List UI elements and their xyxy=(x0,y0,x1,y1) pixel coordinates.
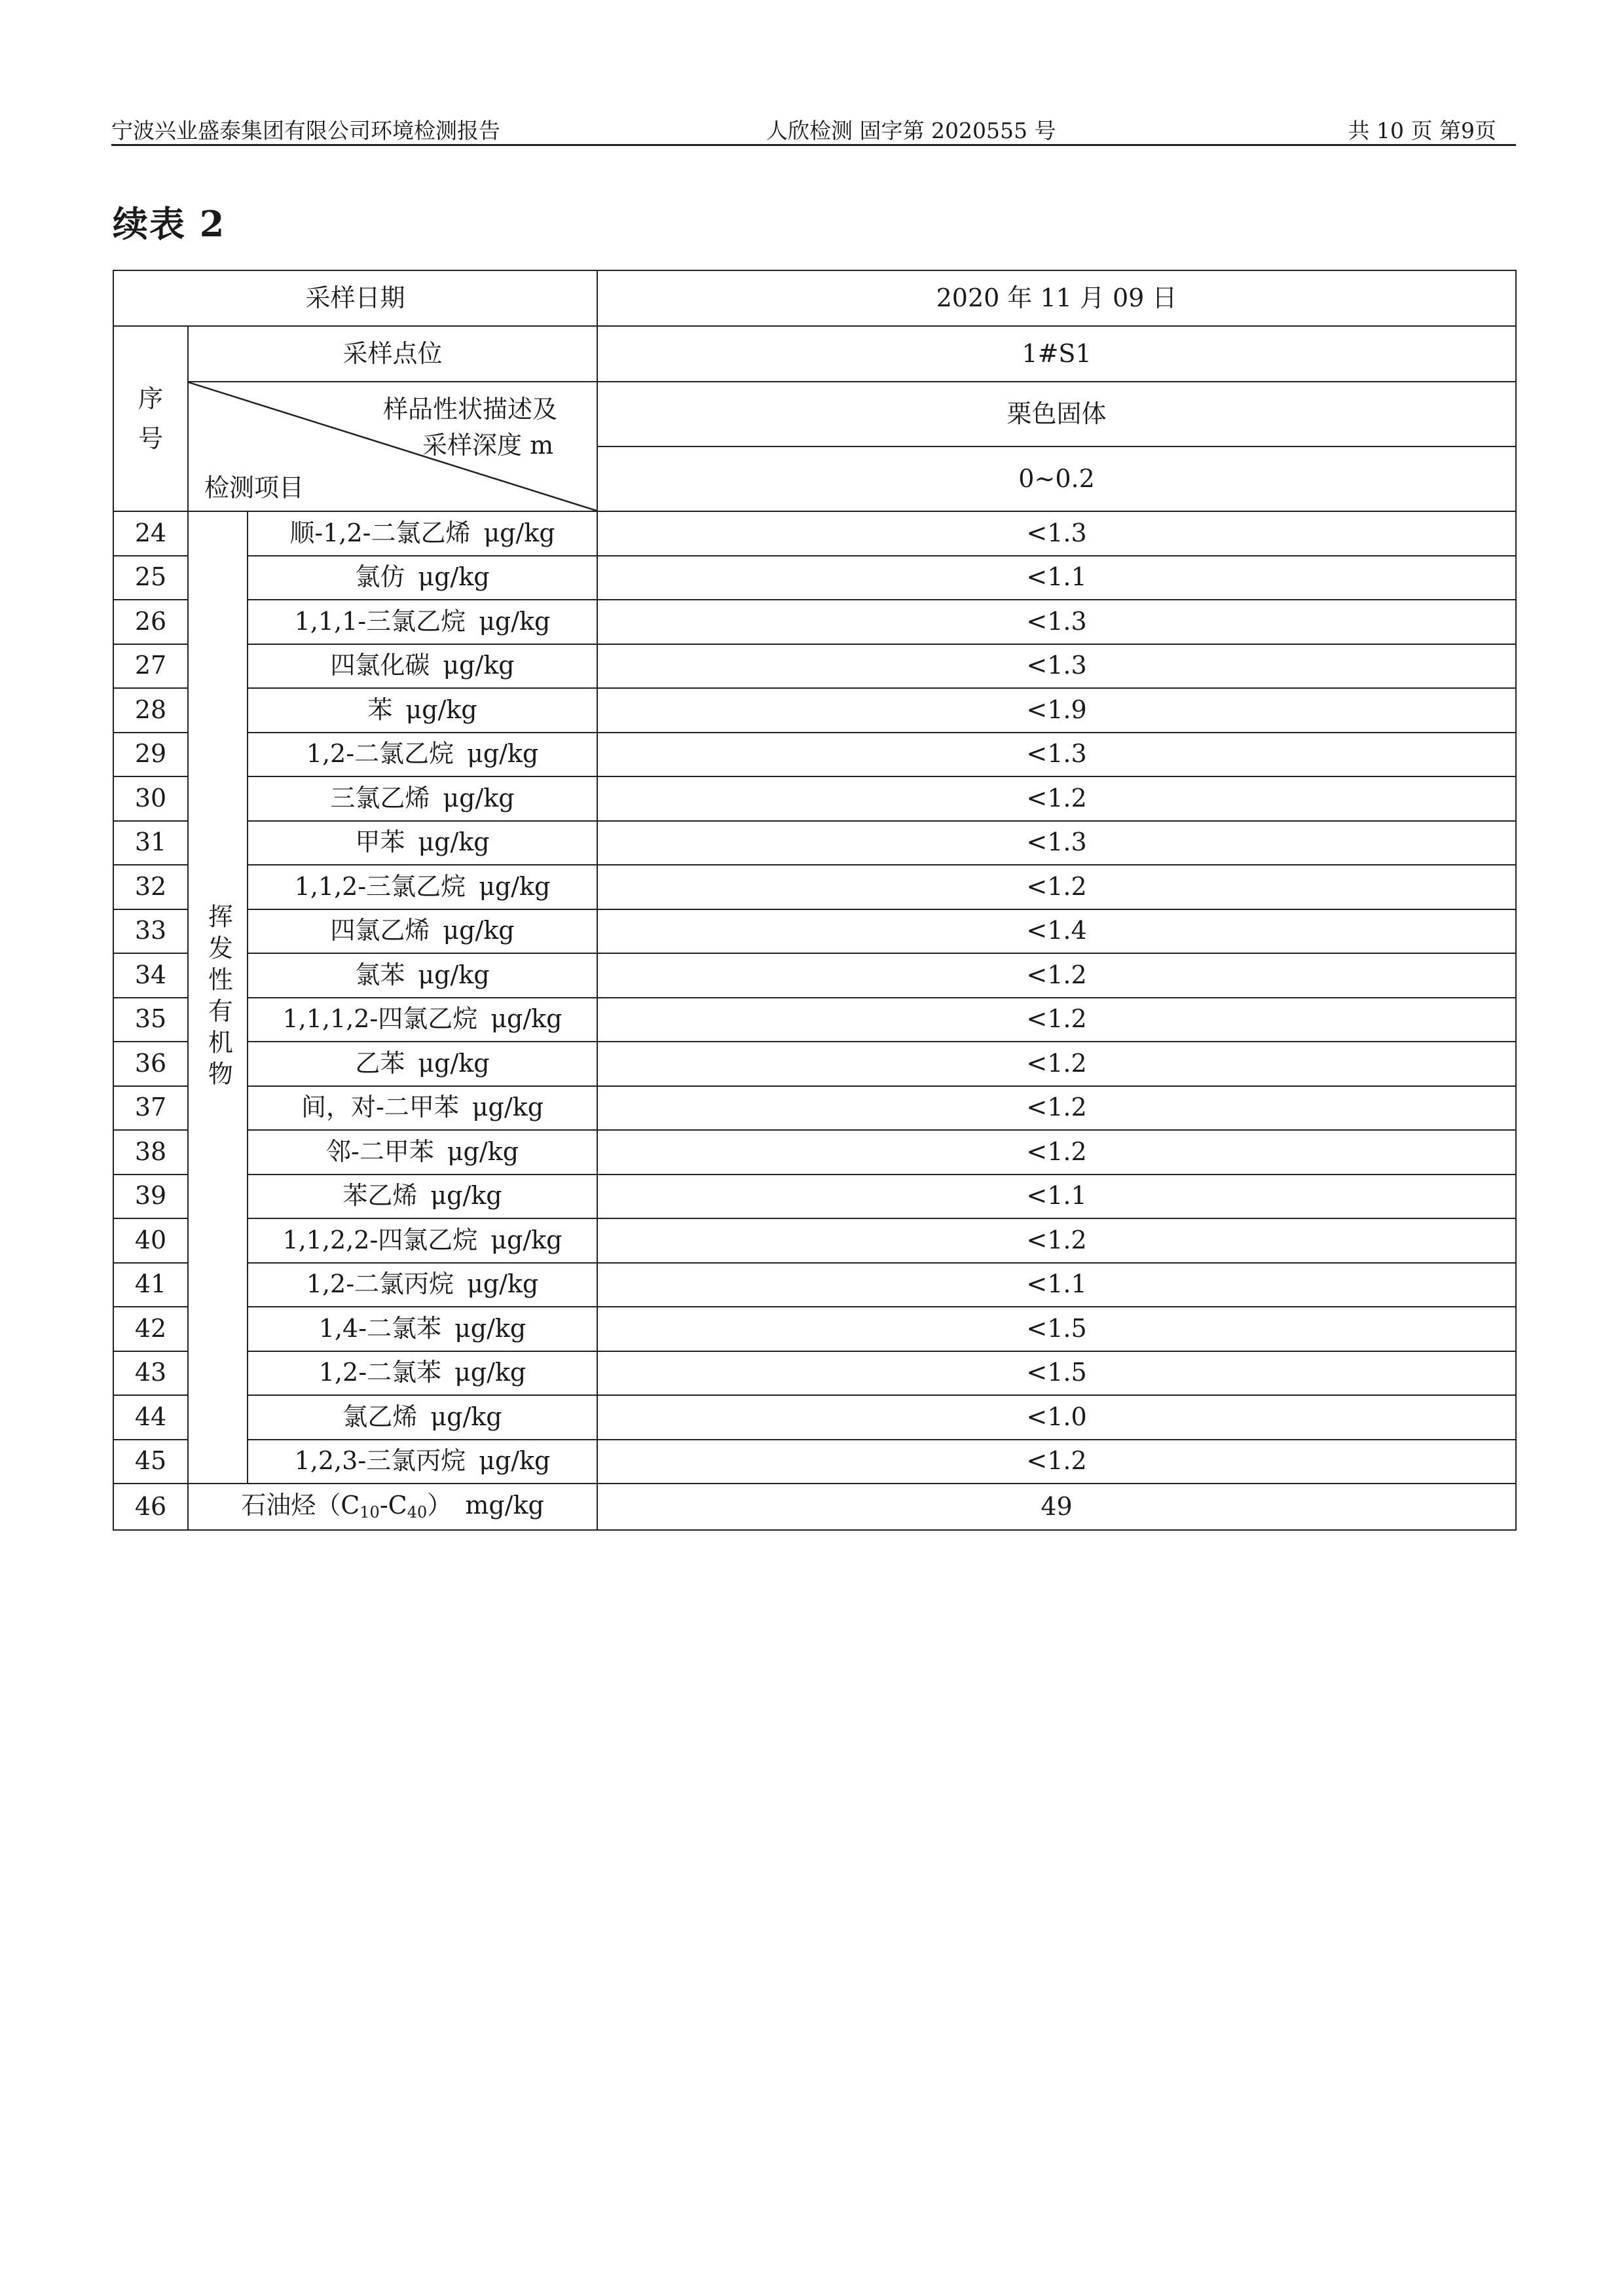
item-name-cell xyxy=(248,556,597,600)
row-number: 26 xyxy=(113,600,188,644)
item-name-cell xyxy=(248,1218,597,1263)
item-unit: μg/kg xyxy=(471,1093,544,1122)
item-name: 氯苯 xyxy=(355,960,405,989)
result-value: <1.2 xyxy=(597,776,1516,821)
row-number: 27 xyxy=(113,644,188,689)
sampling-date-value: 2020 年 11 月 09 日 xyxy=(597,270,1516,326)
row-number: 31 xyxy=(113,821,188,866)
item-unit: μg/kg xyxy=(479,606,551,636)
row-number: 32 xyxy=(113,865,188,909)
section-title: 续表 2 xyxy=(113,203,226,245)
item-unit: μg/kg xyxy=(454,1313,526,1343)
item-name: 氯仿 xyxy=(355,562,405,592)
item-name-cell xyxy=(248,688,597,733)
item-name: 1,4-二氯苯 xyxy=(318,1313,442,1343)
item-name: 1,2-二氯乙烷 xyxy=(306,739,454,769)
table-row xyxy=(113,1086,1516,1131)
sampling-point-label: 采样点位 xyxy=(188,326,597,382)
sample-depth-value: 0~0.2 xyxy=(597,446,1516,511)
sampling-date-row xyxy=(113,270,1516,326)
item-name-cell xyxy=(248,1086,597,1131)
table-row xyxy=(113,556,1516,600)
result-value: <1.1 xyxy=(597,1175,1516,1219)
seq-header-label: 序 号 xyxy=(138,384,163,453)
table-row xyxy=(113,1263,1516,1307)
row-number: 46 xyxy=(113,1484,188,1530)
table-row xyxy=(113,865,1516,909)
table-row xyxy=(113,511,1516,556)
item-name-cell xyxy=(248,600,597,644)
result-value: <1.3 xyxy=(597,511,1516,556)
row-number: 24 xyxy=(113,511,188,556)
item-unit: μg/kg xyxy=(418,1048,490,1078)
item-name-cell xyxy=(248,511,597,556)
result-value: <1.2 xyxy=(597,953,1516,998)
sample-desc-label-line2: 采样深度 m xyxy=(422,431,554,460)
result-value: <1.2 xyxy=(597,1440,1516,1484)
result-value: <1.9 xyxy=(597,688,1516,733)
item-unit: μg/kg xyxy=(443,651,515,680)
table-row xyxy=(113,776,1516,821)
diagonal-header-cell xyxy=(188,382,597,511)
row-number: 42 xyxy=(113,1307,188,1351)
item-name-cell xyxy=(248,1263,597,1307)
item-name: 1,2-二氯苯 xyxy=(318,1358,442,1387)
table-row xyxy=(113,733,1516,777)
item-unit: μg/kg xyxy=(430,1402,502,1431)
item-name-cell xyxy=(248,1440,597,1484)
item-unit: μg/kg xyxy=(443,783,515,812)
table-row xyxy=(113,1218,1516,1263)
header-page-number: 共 10 页 第9页 xyxy=(1348,118,1496,143)
sample-desc-value: 栗色固体 xyxy=(597,382,1516,446)
sampling-date-label: 采样日期 xyxy=(113,270,597,326)
item-name-cell xyxy=(248,821,597,866)
result-value: 49 xyxy=(597,1484,1516,1530)
item-name-subscript: 10 xyxy=(360,1503,380,1522)
table-row xyxy=(113,1351,1516,1396)
row-number: 45 xyxy=(113,1440,188,1484)
item-name: 1,1,1-三氯乙烷 xyxy=(294,606,466,636)
row-number: 28 xyxy=(113,688,188,733)
result-value: <1.2 xyxy=(597,998,1516,1042)
item-unit: μg/kg xyxy=(418,828,490,857)
table-row xyxy=(113,1130,1516,1175)
header-report-number: 人欣检测 固字第 2020555 号 xyxy=(766,118,1056,143)
item-unit: μg/kg xyxy=(418,960,490,989)
item-name-cell xyxy=(188,1484,597,1530)
table-row xyxy=(113,909,1516,954)
row-number: 25 xyxy=(113,556,188,600)
result-value: <1.3 xyxy=(597,821,1516,866)
sampling-point-row xyxy=(113,326,1516,382)
item-name-cell xyxy=(248,776,597,821)
item-name: 间，对-二甲苯 xyxy=(301,1093,459,1122)
item-unit: μg/kg xyxy=(467,739,539,769)
item-name-cell xyxy=(248,1351,597,1396)
sample-desc-row xyxy=(113,382,1516,446)
item-unit: μg/kg xyxy=(483,518,555,547)
item-name-cell xyxy=(248,1130,597,1175)
row-number: 38 xyxy=(113,1130,188,1175)
item-name-cell xyxy=(248,1042,597,1086)
header-company-title: 宁波兴业盛泰集团有限公司环境检测报告 xyxy=(111,118,500,143)
item-name: 1,2,3-三氯丙烷 xyxy=(294,1446,466,1476)
item-name: 1,1,1,2-四氯乙烷 xyxy=(282,1004,478,1034)
result-value: <1.0 xyxy=(597,1395,1516,1440)
table-row xyxy=(113,644,1516,689)
item-name-cell xyxy=(248,644,597,689)
item-name: 苯 xyxy=(367,695,393,724)
test-item-label: 检测项目 xyxy=(204,473,304,503)
result-value: <1.1 xyxy=(597,556,1516,600)
result-value: <1.2 xyxy=(597,1130,1516,1175)
sampling-point-value: 1#S1 xyxy=(597,326,1516,382)
table-row xyxy=(113,821,1516,866)
item-name: 三氯乙烯 xyxy=(330,783,430,812)
item-name-cell xyxy=(248,909,597,954)
result-value: <1.4 xyxy=(597,909,1516,954)
result-value: <1.5 xyxy=(597,1351,1516,1396)
row-number: 33 xyxy=(113,909,188,954)
item-unit: μg/kg xyxy=(405,695,477,724)
item-unit: μg/kg xyxy=(454,1358,526,1387)
table-row xyxy=(113,1395,1516,1440)
row-number: 29 xyxy=(113,733,188,777)
item-unit: μg/kg xyxy=(418,562,490,592)
item-unit: μg/kg xyxy=(479,871,551,901)
item-name-subscript: 40 xyxy=(407,1503,428,1522)
item-name: 乙苯 xyxy=(355,1048,405,1078)
item-unit: mg/kg xyxy=(465,1491,544,1520)
row-number: 39 xyxy=(113,1175,188,1219)
item-name: 甲苯 xyxy=(355,828,405,857)
row-number: 35 xyxy=(113,998,188,1042)
seq-header xyxy=(113,326,188,511)
item-unit: μg/kg xyxy=(490,1225,563,1254)
group-label-cell xyxy=(188,511,248,1484)
table-row xyxy=(113,600,1516,644)
result-value: <1.2 xyxy=(597,1218,1516,1263)
item-unit: μg/kg xyxy=(467,1269,539,1299)
item-name: 1,1,2-三氯乙烷 xyxy=(294,871,466,901)
item-name: 四氯乙烯 xyxy=(330,916,430,945)
result-value: <1.3 xyxy=(597,644,1516,689)
item-name: 1,1,2,2-四氯乙烷 xyxy=(282,1225,478,1254)
item-name-mid: -C xyxy=(379,1491,407,1520)
row-number: 34 xyxy=(113,953,188,998)
item-name-prefix: 石油烃（C xyxy=(241,1491,360,1520)
item-name-suffix: ） xyxy=(427,1491,452,1520)
result-value: <1.3 xyxy=(597,600,1516,644)
item-name-cell xyxy=(248,1175,597,1219)
item-name-cell xyxy=(248,953,597,998)
result-value: <1.5 xyxy=(597,1307,1516,1351)
group-label: 挥发性有机物 xyxy=(204,903,233,1092)
item-name-cell xyxy=(248,1307,597,1351)
row-number: 41 xyxy=(113,1263,188,1307)
result-value: <1.2 xyxy=(597,865,1516,909)
item-unit: μg/kg xyxy=(479,1446,551,1476)
sample-desc-label xyxy=(383,392,557,464)
row-number: 30 xyxy=(113,776,188,821)
table-row xyxy=(113,1307,1516,1351)
item-unit: μg/kg xyxy=(443,916,515,945)
item-name-cell xyxy=(248,1395,597,1440)
result-value: <1.3 xyxy=(597,733,1516,777)
table-row xyxy=(113,688,1516,733)
row-number: 44 xyxy=(113,1395,188,1440)
item-unit: μg/kg xyxy=(447,1137,519,1166)
result-value: <1.2 xyxy=(597,1042,1516,1086)
results-table xyxy=(113,270,1517,1531)
item-name: 苯乙烯 xyxy=(342,1181,418,1211)
item-name-cell xyxy=(248,865,597,909)
row-number: 36 xyxy=(113,1042,188,1086)
row-number: 37 xyxy=(113,1086,188,1131)
result-value: <1.1 xyxy=(597,1263,1516,1307)
table-row xyxy=(113,1175,1516,1219)
table-row xyxy=(113,1042,1516,1086)
table-row-last xyxy=(113,1484,1516,1530)
table-row xyxy=(113,1440,1516,1484)
sample-desc-label-line1: 样品性状描述及 xyxy=(383,395,558,424)
item-name: 四氯化碳 xyxy=(330,651,430,680)
table-row xyxy=(113,953,1516,998)
item-name-cell xyxy=(248,733,597,777)
row-number: 40 xyxy=(113,1218,188,1263)
item-name: 氯乙烯 xyxy=(342,1402,418,1431)
page-header xyxy=(111,113,1516,146)
row-number: 43 xyxy=(113,1351,188,1396)
item-unit: μg/kg xyxy=(490,1004,563,1034)
result-value: <1.2 xyxy=(597,1086,1516,1131)
item-name: 1,2-二氯丙烷 xyxy=(306,1269,454,1299)
item-name: 顺-1,2-二氯乙烯 xyxy=(289,518,471,547)
item-unit: μg/kg xyxy=(430,1181,502,1211)
table-row xyxy=(113,998,1516,1042)
item-name: 邻-二甲苯 xyxy=(326,1137,434,1166)
item-name-cell xyxy=(248,998,597,1042)
